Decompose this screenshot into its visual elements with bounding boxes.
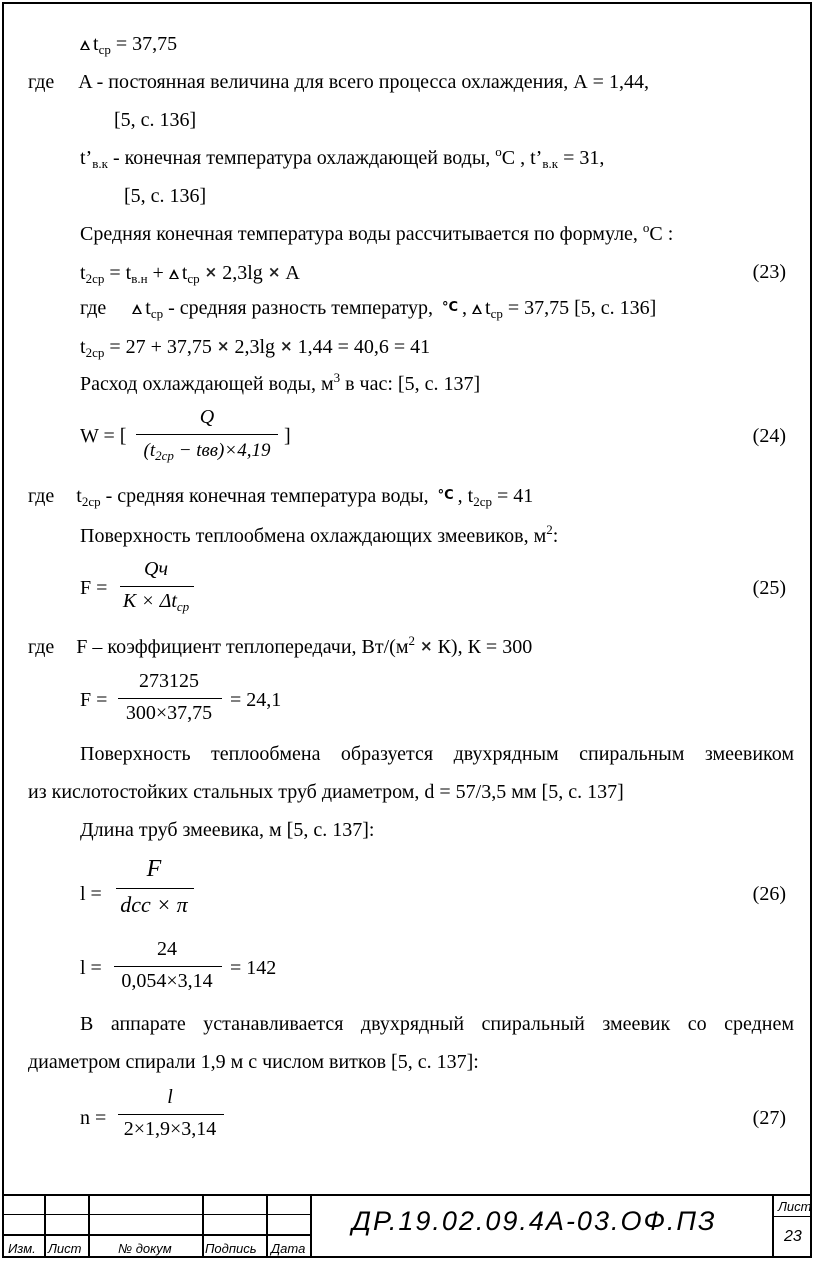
stamp-label-list: Лист <box>48 1241 82 1256</box>
reference: [5, с. 136] <box>124 185 207 207</box>
formula-23-calc: $t_{2ср} = 27 + 37,75 \times 2,3\lg \times 1,44 = 40,6 = 41$ <box>80 336 431 360</box>
paragraph-text: Длина труб змеевика, м [5, с. 137]: <box>80 819 375 841</box>
times-icon: × <box>280 337 293 355</box>
stamp-label-nodokum: № докум <box>118 1241 172 1256</box>
denominator: dcc × π <box>120 892 188 917</box>
formula-l-result: = 142 <box>230 957 277 979</box>
numerator: Q <box>199 406 215 428</box>
delta-icon <box>132 304 141 313</box>
formula-25-lhs: F = <box>80 577 108 599</box>
numerator: l <box>167 1086 173 1108</box>
equation-number: (23) <box>752 261 786 283</box>
t-vk-line: $t’_{в.к}$ - конечная температура охлаждающей воды, $^o$C , $t’_{в.к} = 31$, <box>80 144 605 171</box>
paragraph-text: Поверхность теплообмена охлаждающих змеевиков, $м^2$: <box>80 522 559 547</box>
equation-number: (27) <box>752 1107 786 1129</box>
sheet-label: Лист <box>778 1199 812 1214</box>
times-icon: × <box>204 263 218 281</box>
numerator: Qч <box>144 558 168 580</box>
equation-number: (24) <box>752 425 786 447</box>
fraction-bar <box>118 1114 224 1115</box>
formula-f-lhs: F = <box>80 689 108 711</box>
stamp-label-izm: Изм. <box>8 1241 36 1256</box>
formula-27-lhs: n = <box>80 1107 107 1129</box>
degree-celsius-icon: °C <box>441 300 458 315</box>
delta-icon <box>472 304 481 313</box>
delta-icon <box>169 269 178 278</box>
delta-icon <box>80 40 89 49</box>
denominator: $К \times \Delta t_{ср}$ <box>122 590 190 614</box>
equation-number: (26) <box>752 883 786 905</box>
paragraph-text: из кислотостойких стальных труб диаметром, d = 57/3,5 мм [5, с. 137] <box>28 781 624 803</box>
where-f-line: где F – коэффициент теплопередачи, $Вт/(м^2 \times К)$, К = 300 <box>28 633 533 658</box>
where-dtcp-line: где $t_{ср}$ - средняя разность температур, °C , $t_{ср} = 37,75$ [5, с. 136] <box>80 297 657 321</box>
fraction-bar <box>116 888 194 889</box>
times-icon: × <box>420 637 433 655</box>
formula-l-lhs: l = <box>80 957 102 979</box>
denominator: $(t_{2ср} - tвв)\times 4,19$ <box>143 440 271 463</box>
numerator: F <box>146 856 162 882</box>
fraction-bar <box>136 434 278 435</box>
denominator: 300×37,75 <box>125 702 213 724</box>
paragraph-text: Поверхность теплообмена образуется двухрядным спиральным змеевиком <box>80 743 794 765</box>
fraction-bar <box>120 586 194 587</box>
numerator: 24 <box>157 938 177 960</box>
fraction-bar <box>118 698 222 699</box>
formula-24-close: ] <box>284 425 291 447</box>
paragraph-text: Расход охлаждающей воды, $м^3$ в час: [5, с. 137] <box>80 370 481 395</box>
times-icon: × <box>216 337 230 355</box>
formula-26-fraction <box>112 856 196 920</box>
denominator: 2×1,9×3,14 <box>123 1118 217 1140</box>
stamp-label-podpis: Подпись <box>205 1241 257 1256</box>
equation-number: (25) <box>752 577 786 599</box>
formula-f-result: = 24,1 <box>230 689 282 711</box>
degree-celsius-icon: °C <box>437 488 454 503</box>
times-icon: × <box>267 263 281 281</box>
formula-f-fraction <box>114 668 224 728</box>
formula-27-fraction <box>114 1084 226 1144</box>
where-a-line: где A - постоянная величина для всего процесса охлаждения, А = 1,44, <box>28 71 649 93</box>
denominator: 0,054×3,14 <box>121 970 213 992</box>
stamp-label-data: Дата <box>271 1241 306 1256</box>
numerator: 273125 <box>139 670 199 692</box>
formula-l-fraction <box>110 936 224 996</box>
sheet-number: 23 <box>784 1228 802 1245</box>
formula-24-lhs: W = [ <box>80 425 127 447</box>
formula-24-fraction <box>132 404 282 464</box>
where-t2cp-line: где $t_{2ср}$ - средняя конечная температура воды, °C , $t_{2ср} = 41$ <box>28 485 534 509</box>
paragraph-text: В аппарате устанавливается двухрядный спиральный змеевик со среднем <box>80 1013 794 1035</box>
delta-t-line: $t_{ср} = 37,75$ <box>80 32 177 56</box>
document-id: ДР.19.02.09.4А-03.ОФ.ПЗ <box>352 1206 717 1236</box>
formula-26-lhs: l = <box>80 883 102 905</box>
paragraph-text: Средняя конечная температура воды рассчитывается по формуле, $^o$C : <box>80 220 674 245</box>
formula-23: $t_{2ср} = t_{в.н} + t_{ср} \times 2,3\lg \times A$ <box>80 262 300 286</box>
paragraph-text: диаметром спирали 1,9 м с числом витков [5, с. 137]: <box>28 1051 479 1073</box>
fraction-bar <box>114 966 222 967</box>
formula-25-fraction <box>116 556 196 616</box>
reference: [5, с. 136] <box>114 109 197 131</box>
